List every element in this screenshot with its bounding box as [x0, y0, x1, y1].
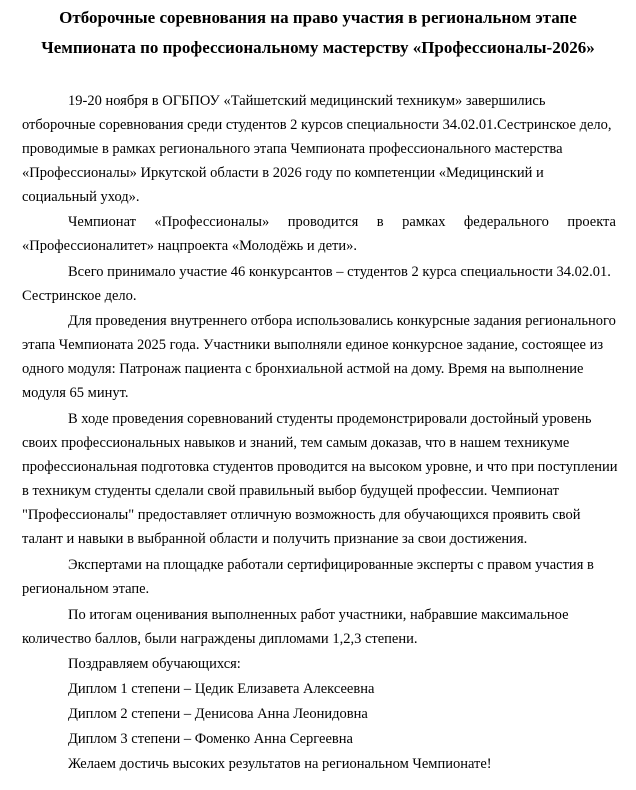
text-line: Сестринское дело.	[22, 288, 137, 304]
text-line: «Профессионалитет» нацпроекта «Молодёжь и дети».	[22, 238, 358, 254]
congratulations-heading: Поздравляем обучающихся:	[68, 656, 241, 672]
diploma-item: Диплом 2 степени – Денисова Анна Леонидовна	[68, 706, 368, 722]
document-title-line-1: Отборочные соревнования на право участия в региональном этапе	[59, 8, 577, 27]
text-line: «Профессионалы» Иркутской области в 2026 году по компетенции «Медицинский и	[22, 165, 544, 181]
text-line: профессиональная подготовка студентов проводится на высоком уровне, и что при поступлении	[22, 459, 618, 475]
text-line: этапа Чемпионата 2025 года. Участники выполняли единое конкурсное задание, состоящее из	[22, 337, 604, 353]
text-line: Для проведения внутреннего отбора использовались конкурсные задания регионального	[68, 313, 616, 329]
text-line: в техникум студенты сделали свой правильный выбор будущей профессии. Чемпионат	[22, 483, 559, 499]
text-line: По итогам оценивания выполненных работ участники, набравшие максимальное	[68, 607, 569, 623]
text-line: Экспертами на площадке работали сертифицированные эксперты с правом участия в	[68, 557, 594, 573]
text-line: Чемпионат «Профессионалы» проводится в рамках федерального проекта	[68, 214, 616, 230]
diploma-item: Диплом 1 степени – Цедик Елизавета Алексеевна	[68, 681, 375, 697]
closing-wish: Желаем достичь высоких результатов на региональном Чемпионате!	[68, 756, 492, 772]
text-line: В ходе проведения соревнований студенты продемонстрировали достойный уровень	[68, 411, 592, 427]
text-line: социальный уход».	[22, 189, 140, 205]
text-line: количество баллов, были награждены дипломами 1,2,3 степени.	[22, 631, 418, 647]
text-line: Всего принимало участие 46 конкурсантов – студентов 2 курса специальности 34.02.01.	[68, 264, 611, 280]
document-title-line-2: Чемпионата по профессиональному мастерству «Профессионалы-2026»	[41, 38, 595, 57]
text-line: талант и навыки в выбранной области и получить признание за свои достижения.	[22, 531, 528, 547]
text-line: своих профессиональных навыков и знаний, тем самым доказав, что в нашем техникуме	[22, 435, 570, 451]
text-line: отборочные соревнования среди студентов 2 курсов специальности 34.02.01.Сестринское дело,	[22, 117, 612, 133]
diploma-item: Диплом 3 степени – Фоменко Анна Сергеевна	[68, 731, 353, 747]
text-line: модуля 65 минут.	[22, 385, 129, 401]
text-line: одного модуля: Патронаж пациента с бронхиальной астмой на дому. Время на выполнение	[22, 361, 584, 377]
text-line: проводимые в рамках регионального этапа Чемпионата профессионального мастерства	[22, 141, 563, 157]
text-line: 19-20 ноября в ОГБПОУ «Тайшетский медицинский техникум» завершились	[68, 93, 546, 109]
text-line: региональном этапе.	[22, 581, 150, 597]
text-line: "Профессионалы" предоставляет отличную возможность для обучающихся проявить свой	[22, 507, 581, 523]
